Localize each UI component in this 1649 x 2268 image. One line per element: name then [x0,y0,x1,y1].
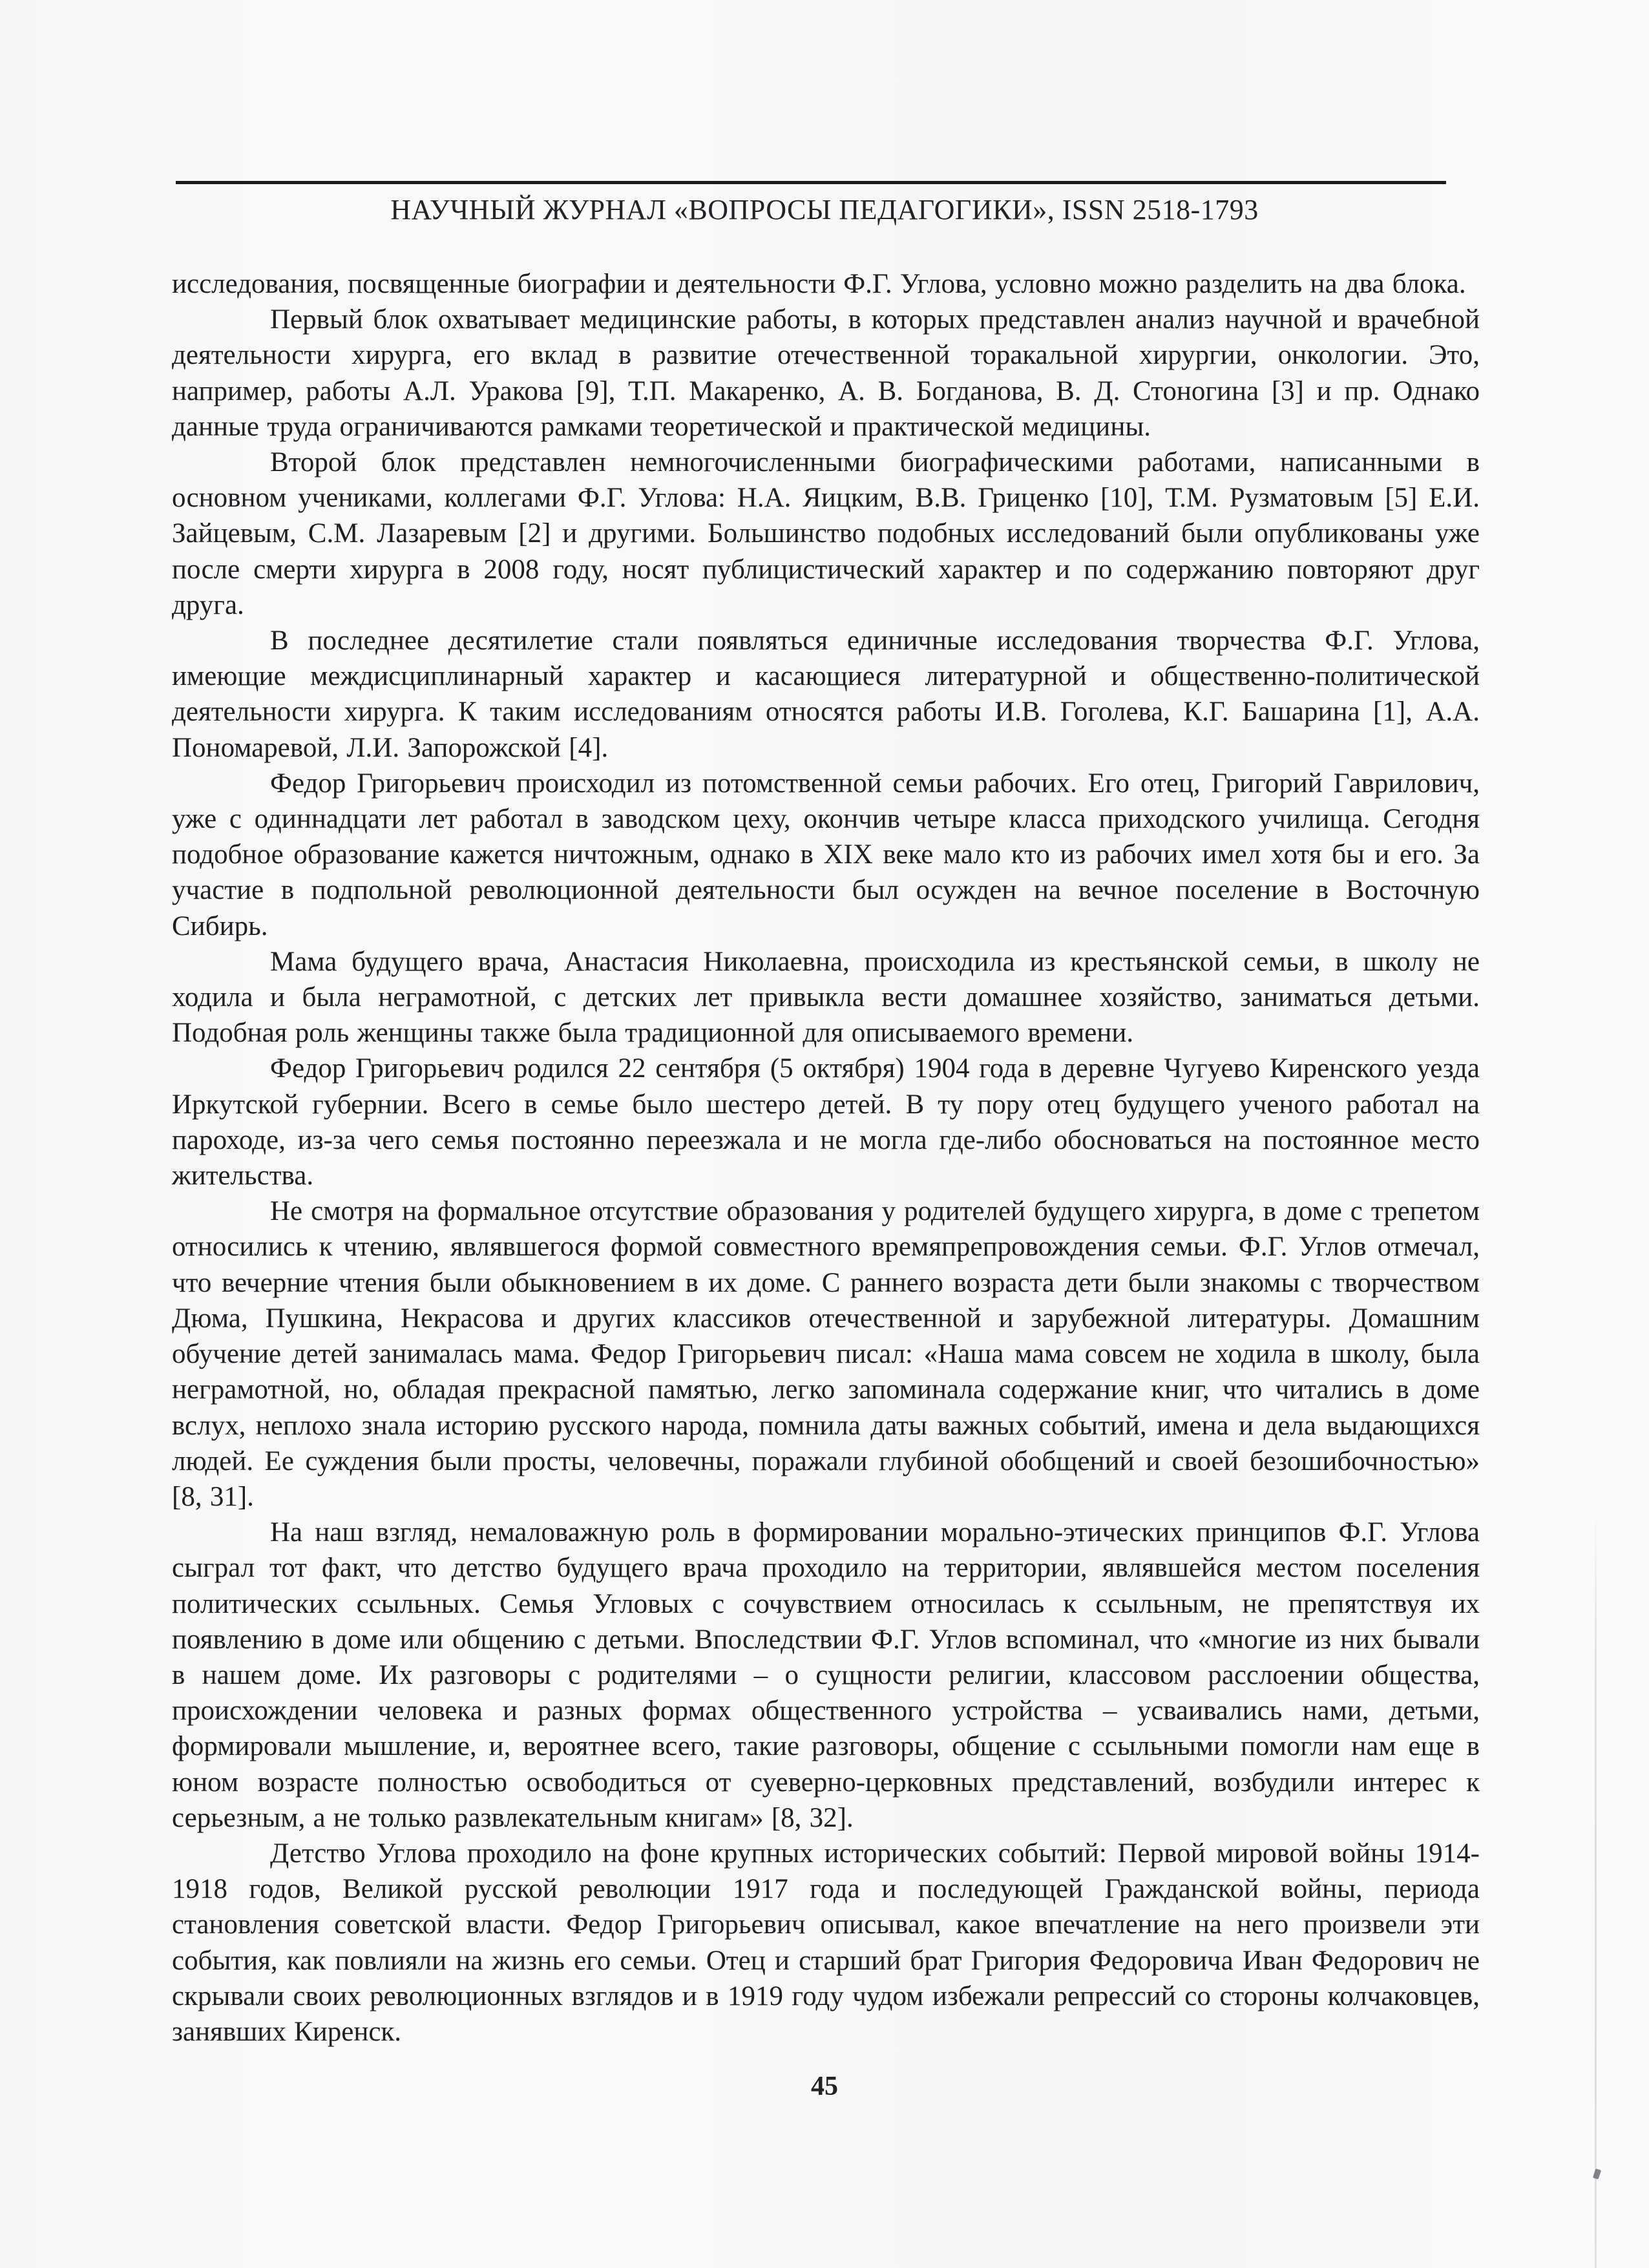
paragraph: Первый блок охватывает медицинские работы, в которых представлен анализ научной и врачебной деятельности хирурга, его вклад в развитие отечественной торакальной хирургии, онкологии. Это, например, работы А.Л. Уракова [9], Т.П. Макаренко, А. В. Богданова, В. Д. Стоногина [3] и пр. Однако данные труда ограничиваются рамками теоретической и практической медицины. [172,304,1480,442]
paragraph: Федор Григорьевич родился 22 сентября (5 октября) 1904 года в деревне Чугуево Киренского уезда Иркутской губернии. Всего в семье было шестеро детей. В ту пору отец будущего ученого работал на пароходе, из-за чего семья постоянно переезжала и не могла где-либо обосноваться на постоянное место жительства. [172,1053,1480,1192]
article-body [172,266,1480,2050]
paragraph: На наш взгляд, немаловажную роль в формировании морально-этических принципов Ф.Г. Углова сыграл тот факт, что детство будущего врача проходило на территории, являвшейся местом поселения политических ссыльных. Семья Угловых с сочувствием относилась к ссыльным, не препятствуя их появлению в доме или общению с детьми. Впоследствии Ф.Г. Углов вспоминал, что «многие из них бывали в нашем доме. Их разговоры с родителями – о сущности религии, классовом расслоении общества, происхождении человека и разных формах общественного устройства – усваивались нами, детьми, формировали мышление, и, вероятнее всего, такие разговоры, общение с ссыльными помогли нам еще в юном возрасте полностью освободиться от суеверно-церковных представлений, возбудили интерес к серьезным, а не только развлекательным книгам» [8, 32]. [172,1517,1480,1833]
page-number: 45 [811,2072,838,2101]
scan-speck-artifact [1593,2168,1601,2179]
paragraph: Второй блок представлен немногочисленными биографическими работами, написанными в основном учениками, коллегами Ф.Г. Углова: Н.А. Яицким, В.В. Гриценко [10], Т.М. Рузматовым [5] Е.И. Зайцевым, С.М. Лазаревым [2] и другими. Большинство подобных исследований были опубликованы уже после смерти хирурга в 2008 году, носят публицистический характер и по содержанию повторяют друг друга. [172,447,1480,620]
paragraph: Детство Углова проходило на фоне крупных исторических событий: Первой мировой войны 1914-1918 годов, Великой русской революции 1917 года и последующей Гражданской войны, периода становления советской власти. Федор Григорьевич описывал, какое впечатление на него произвели эти события, как повлияли на жизнь его семьи. Отец и старший брат Григория Федоровича Иван Федорович не скрывали своих революционных взглядов и в 1919 году чудом избежали репрессий со стороны колчаковцев, занявших Киренск. [172,1838,1480,2047]
paragraph: исследования, посвященные биографии и деятельности Ф.Г. Углова, условно можно разделить на два блока. [172,269,1466,299]
paragraph: В последнее десятилетие стали появляться единичные исследования творчества Ф.Г. Углова, имеющие междисциплинарный характер и касающиеся литературной и общественно-политической деятельности хирурга. К таким исследованиям относятся работы И.В. Гоголева, К.Г. Башарина [1], А.А. Пономаревой, Л.И. Запорожской [4]. [172,625,1480,763]
paragraph: Не смотря на формальное отсутствие образования у родителей будущего хирурга, в доме с трепетом относились к чтению, являвшегося формой совместного времяпрепровождения семьи. Ф.Г. Углов отмечал, что вечерние чтения были обыкновением в их доме. С раннего возраста дети были знакомы с творчеством Дюма, Пушкина, Некрасова и других классиков отечественной и зарубежной литературы. Домашним обучение детей занималась мама. Федор Григорьевич писал: «Наша мама совсем не ходила в школу, была неграмотной, но, обладая прекрасной памятью, легко запоминала содержание книг, что читались в доме вслух, неплохо знала историю русского народа, помнила даты важных событий, имена и дела выдающихся людей. Ее суждения были просты, человечны, поражали глубиной обобщений и своей безошибочностью» [8, 31]. [172,1196,1480,1512]
scan-fold-line-artifact [1595,1506,1597,2268]
journal-header: НАУЧНЫЙ ЖУРНАЛ «ВОПРОСЫ ПЕДАГОГИКИ», ISSN 2518-1793 [390,194,1259,226]
paragraph: Мама будущего врача, Анастасия Николаевна, происходила из крестьянской семьи, в школу не ходила и была неграмотной, с детских лет привыкла вести домашнее хозяйство, заниматься детьми. Подобная роль женщины также была традиционной для описываемого времени. [172,946,1480,1049]
paragraph: Федор Григорьевич происходил из потомственной семьи рабочих. Его отец, Григорий Гаврилович, уже с одиннадцати лет работал в заводском цеху, окончив четыре класса приходского училища. Сегодня подобное образование кажется ничтожным, однако в XIX веке мало кто из рабочих имел хотя бы и его. За участие в подпольной революционной деятельности был осужден на вечное поселение в Восточную Сибирь. [172,768,1480,941]
header-rule [176,181,1446,184]
